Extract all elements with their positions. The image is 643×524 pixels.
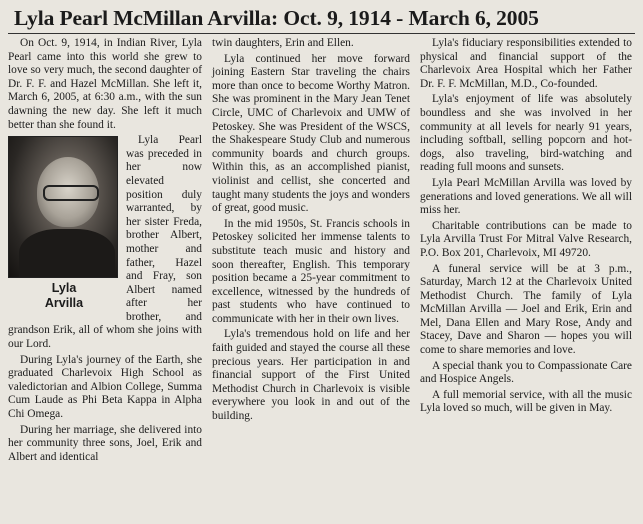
paragraph: Lyla continued her move forward joining Eastern Star traveling the chairs more than once to become Worthy Matron. She was prominent in the Mary Jean Tenet Circle, UMC of Charlevoix and UMW of Petoskey. She was President of the WSCS, the Shakespeare Study Club and numerous community boards and church groups. Within this, as an accomplished pianist, violinist and cellist, she concerted and taught many students the joys and wonders of great, good music. bbox=[212, 52, 410, 215]
paragraph: Lyla Pearl McMillan Arvilla was loved by generations and loved generations. We all will miss her. bbox=[420, 176, 632, 217]
headline-rule bbox=[8, 33, 635, 34]
column-2 bbox=[212, 37, 410, 466]
article-columns bbox=[8, 37, 635, 466]
photo-caption: Lyla Arvilla bbox=[44, 281, 84, 311]
portrait-photo bbox=[8, 136, 118, 278]
headline: Lyla Pearl McMillan Arvilla: Oct. 9, 1914 - March 6, 2005 bbox=[14, 6, 539, 30]
paragraph: A funeral service will be at 3 p.m., Saturday, March 12 at the Charlevoix United Methodist Church. The family of Lyla McMillan Arvilla — Joel and Erik, Erin and Mel, Dana Ellen and Mary Rose, Andy and Stacey, Dave and Sharon — hopes you will come to share memories and love. bbox=[420, 262, 632, 357]
paragraph: A special thank you to Compassionate Care and Hospice Angels. bbox=[420, 359, 632, 386]
paragraph: A full memorial service, with all the music Lyla loved so much, will be given in May. bbox=[420, 388, 632, 415]
photo-block bbox=[8, 136, 120, 311]
paragraph: During her marriage, she delivered into her community three sons, Joel, Erik and Albert and identical bbox=[8, 423, 202, 463]
paragraph: twin daughters, Erin and Ellen. bbox=[212, 37, 354, 49]
column-1 bbox=[8, 37, 202, 466]
paragraph: Lyla's tremendous hold on life and her faith guided and stayed the course all these precious years. Her participation in and financial support of the First United Methodist Church in Charlevoix is visible everywhere you look in and out of the building. bbox=[212, 328, 410, 423]
paragraph: In the mid 1950s, St. Francis schools in Petoskey solicited her immense talents to substitute teach music and history and soon thereafter, English. This temporary position became a 25-year commitment to excellence, witnessed by the hundreds of past students who have continued to communicate with her in their own lives. bbox=[212, 217, 410, 325]
column-3 bbox=[420, 37, 632, 466]
paragraph: Charitable contributions can be made to Lyla Arvilla Trust For Mitral Valve Research, P.O. Box 201, Charlevoix, MI 49720. bbox=[420, 219, 632, 259]
paragraph: On Oct. 9, 1914, in Indian River, Lyla Pearl came into this world she grew to love so very much, the second daughter of Dr. F. F. and Hazel McMillan. She left it, March 6, 2005, at 6:30 a.m., with the sun dawning the new day. She left it much better than she found it. bbox=[8, 37, 202, 131]
paragraph: Lyla's fiduciary responsibilities extended to physical and financial support of the Charlevoix Area Hospital which her Father Dr. F. F. McMillan, M.D., Co-founded. bbox=[420, 37, 632, 90]
paragraph: During Lyla's journey of the Earth, she graduated Charlevoix High School as valedictorian and Albion College, Summa Cum Laude as Phi Beta Kappa in Alpha Chi Omega. bbox=[8, 353, 202, 421]
paragraph: Lyla's enjoyment of life was absolutely boundless and she was involved in her community at all levels for nearly 91 years, including softball, selling popcorn and hot-dogs, also traveling, bird-watching and reading full moons and sunsets. bbox=[420, 93, 632, 174]
paragraph: Lyla Pearl was preceded in her now elevated position duly warranted, by her sister Freda, brother Albert, mother and father, Hazel and Fray, son Albert named after her brother, and grandson Erik, all of whom she joins with our Lord. bbox=[8, 134, 202, 351]
